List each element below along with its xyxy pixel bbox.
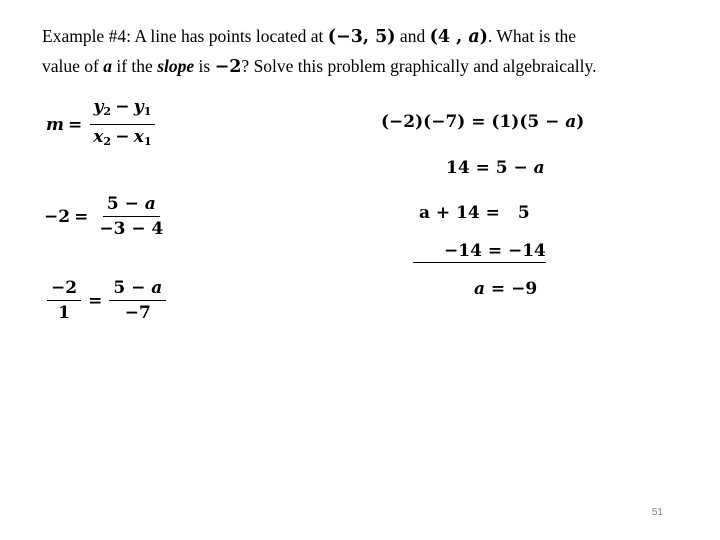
problem-text-2b: if the bbox=[116, 56, 153, 76]
step3-left-denominator: 1 bbox=[58, 303, 70, 323]
problem-line-1 bbox=[42, 22, 597, 52]
substitution-step bbox=[44, 192, 170, 241]
page-number: 51 bbox=[651, 507, 663, 518]
result-line: a = −9 bbox=[474, 279, 538, 299]
problem-text-2a: value of bbox=[42, 56, 99, 76]
problem-text-1b: and bbox=[399, 26, 426, 46]
point-1: (−3, 5) bbox=[327, 27, 396, 47]
problem-text-2c: is bbox=[198, 56, 211, 76]
variable-a: a bbox=[103, 56, 112, 76]
step3-equals: = bbox=[88, 290, 103, 311]
formula-denominator bbox=[89, 125, 155, 154]
x1-sub: 1 bbox=[143, 135, 152, 148]
formula-equals: = bbox=[68, 114, 83, 135]
x2-sub: 2 bbox=[103, 135, 112, 148]
step3-right-numerator: 5 − a bbox=[109, 276, 166, 301]
slope-value: −2 bbox=[214, 57, 242, 77]
slope-word: slope bbox=[157, 56, 195, 76]
denominator-minus: − bbox=[115, 127, 130, 147]
problem-text-1a: Example #4: A line has points located at bbox=[42, 26, 324, 46]
step3-left-fraction bbox=[47, 276, 81, 325]
y1-sub: 1 bbox=[143, 105, 152, 118]
subtract-line: −14 = −14 bbox=[413, 241, 546, 263]
rearranged-lhs: a + 14 = bbox=[419, 203, 500, 223]
cross-multiply-line: (−2)(−7) = (1)(5 − a) bbox=[381, 112, 585, 132]
step3-left-numerator: −2 bbox=[47, 276, 81, 301]
step2-numerator: 5 − a bbox=[103, 192, 160, 217]
problem-statement bbox=[42, 22, 597, 82]
step3-right-denominator: −7 bbox=[124, 303, 151, 323]
problem-line-2 bbox=[42, 52, 597, 82]
step2-equals: = bbox=[74, 206, 89, 227]
formula-fraction bbox=[89, 95, 155, 154]
formula-lhs: m bbox=[46, 114, 64, 135]
x1-var: x bbox=[133, 127, 144, 147]
step2-lhs: −2 bbox=[44, 206, 71, 227]
x2-var: x bbox=[93, 127, 104, 147]
problem-text-1c: . What is the bbox=[487, 26, 577, 46]
simplified-line: 14 = 5 − a bbox=[446, 158, 545, 178]
rearranged-rhs: 5 bbox=[517, 203, 530, 223]
y2-var: y bbox=[93, 97, 104, 117]
step3-right-fraction bbox=[109, 276, 166, 325]
formula-numerator bbox=[90, 95, 156, 125]
problem-text-2d: ? Solve this problem graphically and algebraically. bbox=[241, 56, 597, 76]
step2-denominator: −3 − 4 bbox=[99, 219, 164, 239]
step2-fraction bbox=[95, 192, 167, 241]
proportion-step bbox=[44, 276, 169, 325]
y2-sub: 2 bbox=[103, 105, 112, 118]
slope-formula bbox=[46, 95, 159, 154]
y1-var: y bbox=[133, 97, 144, 117]
point-2: (4 , a) bbox=[429, 27, 488, 47]
numerator-minus: − bbox=[115, 97, 130, 117]
rearranged-line bbox=[419, 203, 530, 223]
